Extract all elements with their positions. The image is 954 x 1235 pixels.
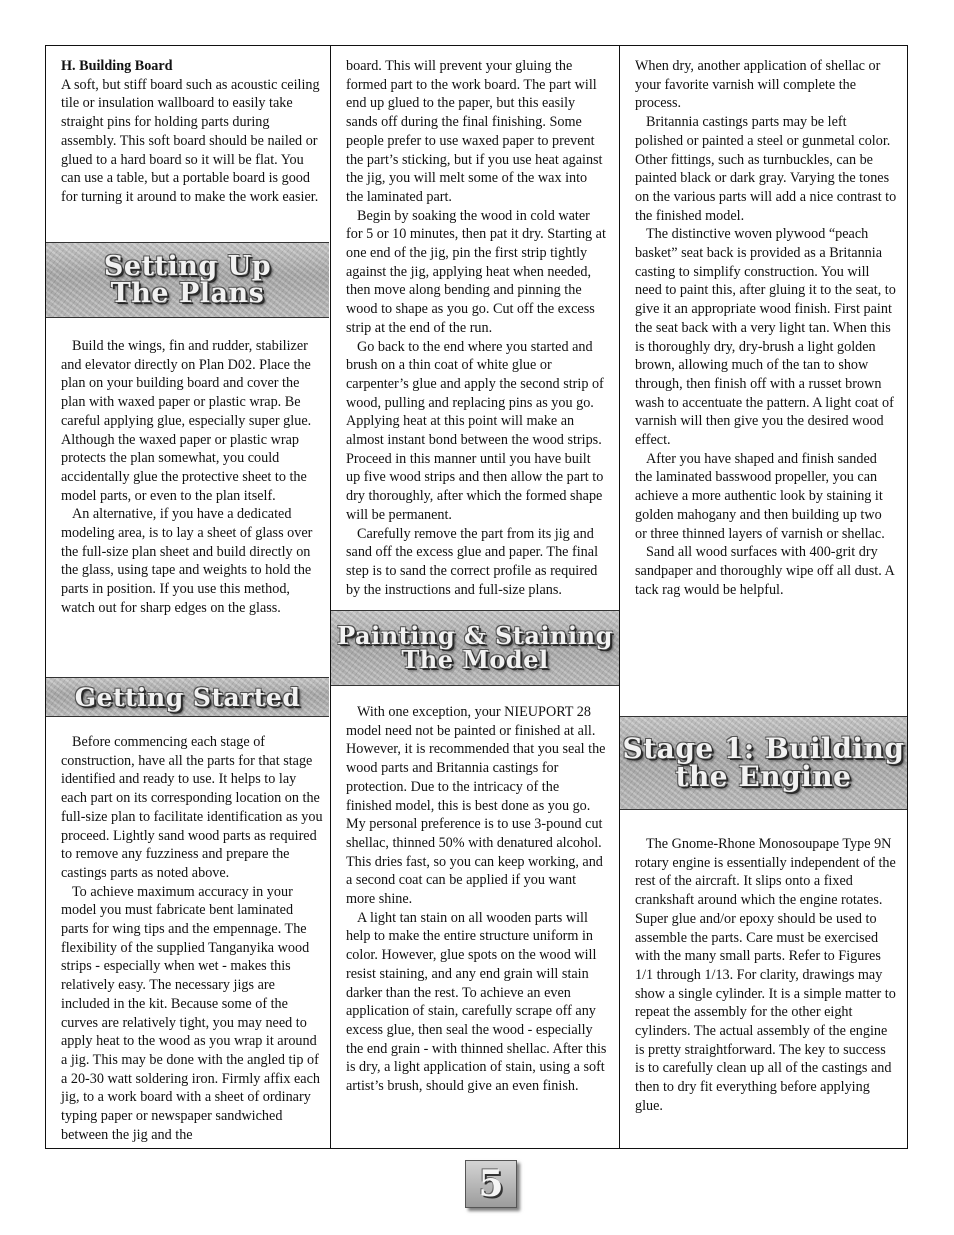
banner-title-line: Setting Up [103,251,272,282]
paragraph: A light tan stain on all wooden parts will help to make the entire structure uniform in color. However, glue spots on the wood will resist staining, and any end grain will stain darker than the rest. To achieve an even application of stain, carefully scrape off any excess glue, then seal the wood - especially the end grain - with thinned shellac. After this is dry, a light application of stain, using a soft artist’s brush, should give an even finish. [346,909,607,1095]
column-1-start-text [61,733,323,1144]
paragraph: An alternative, if you have a dedicated modeling area, is to lay a sheet of glass over the full-size plan sheet and build directly on the glass, using tape and weights to hold the parts in position. If you use this method, watch out for sharp edges on the glass. [61,506,313,616]
paragraph: The distinctive woven plywood “peach basket” seat back is provided as a Britannia casting to simplify construction. You will need to paint this, after gluing it to the seat, to give it an appropriate wood finish. First paint the seat back with a very light tan. When this is thoroughly dry, dry-brush a light golden brown, allowing much of the tan to show through, then finish off with a russet brown wash to accentuate the pattern. A light coat of varnish will then give you the desired wood effect. [635,226,896,449]
paragraph: Build the wings, fin and rudder, stabilizer and elevator directly on Plan D02. Place the plan on your building board and cover the plan with waxed paper or plastic wrap. Be careful applying glue, especially super glue. Although the waxed paper or plastic wrap protects the plan somewhat, you could accidentally glue the protective sheet to the model parts, or even to the plan itself. [61,338,312,504]
column-divider [619,45,620,1149]
section-heading-building-board: H. Building Board [61,58,173,74]
paragraph: Before commencing each stage of construction, have all the parts for that stage identified and ready to use. It helps to lay each part on its corresponding location on the full-size plan to facilitate identification as you proceed. Lightly sand wood parts as required to remove any fuzziness and prepare the castings parts as noted above. [61,734,323,881]
column-2 [346,57,607,599]
banner-painting-staining [331,610,619,686]
column-1 [61,57,323,207]
paragraph: With one exception, your NIEUPORT 28 model need not be painted or finished at all. However, it is recommended that you seal the wood parts and Britannia castings for protection. Due to the intricacy of the finished model, this is best done as you go. My personal preference is to use 3-pound cut shellac, thinned 50% with denatured alcohol. This dries fast, so you can keep working, and a second coat can be applied if you want more shine. [346,704,606,908]
column-3-engine-text [635,835,897,1116]
banner-title-line: Painting & Staining [337,621,613,650]
page-number: 5 [465,1160,517,1208]
column-1-plans-text [61,337,323,618]
paragraph: Go back to the end where you started and brush on a thin coat of white glue or carpenter’s glue and apply the second strip of wood, pulling and replacing pins as you go. Applying heat at this point will make an almost instant bond between the wood strips. Proceed in this manner until you have built up five wood strips and then allow the part to dry thoroughly, after which the formed shape will be permanent. [346,338,604,523]
paragraph: Begin by soaking the wood in cold water for 5 or 10 minutes, then pat it dry. Starting at one end of the jig, pin the first strip tightly against the jig, applying heat when needed, then move along bending and pinning the wood to shape as you go. Cut off the excess strip at the end of the run. [346,207,606,336]
paragraph: A soft, but stiff board such as acoustic ceiling tile or insulation wallboard to easily take straight pins for holding parts during assembly. This soft board should be nailed or glued to a hard board so it will be flat. You can use a table, but a portable board is good for turning it around to make the work easier. [61,76,320,205]
banner-title-line: Stage 1: Building [622,732,905,765]
column-3 [635,57,897,599]
paragraph: After you have shaped and finish sanded the laminated basswood propeller, you can achieve a more authentic look by staining it golden mahogany and then building up two or three thinned layers of varnish or shellac. [635,450,885,542]
banner-title-line: Getting Started [74,682,301,712]
banner-stage-1-building-the-engine [620,716,907,810]
banner-getting-started [46,677,329,717]
paragraph: When dry, another application of shellac or your favorite varnish will complete the process. [635,58,881,112]
paragraph: The Gnome-Rhone Monosoupape Type 9N rotary engine is essentially independent of the rest of the aircraft. It slips onto a fixed crankshaft around which the engine rotates. Super glue and/or epoxy should be used to assemble the parts. Care must be exercised with the many small parts. Refer to Figures 1/1 through 1/13. For clarity, drawings may show a single cylinder. It is a simple matter to repeat the assembly for the other eight cylinders. The actual assembly of the engine is pretty straightforward. The key to success is to carefully clean up all of the castings and then to dry fit everything before applying glue. [635,836,896,1114]
paragraph: Sand all wood surfaces with 400-grit dry sandpaper and thoroughly wipe off all dust. A tack rag would be helpful. [635,544,895,598]
banner-title-line: The Plans [110,278,265,309]
paragraph: To achieve maximum accuracy in your model you must fabricate bent laminated parts for wing tips and the empennage. The flexibility of the supplied Tanganyika wood strips - especially when wet - makes this relatively easy. The necessary jigs are included in the kit. Because some of the curves are relatively tight, you may need to apply heat to the wood as you wrap it around a jig. This may be done with the angled tip of a 20-30 watt soldering iron. Firmly affix each jig, to a work board with a sheet of ordinary typing paper or newspaper sandwiched between the jig and the [61,883,320,1143]
paragraph: Britannia castings parts may be left polished or painted a steel or gunmetal color. Other fittings, such as turnbuckles, can be painted black or dark gray. Varying the tones on the various parts will add a nice contrast to the finished model. [635,114,897,224]
banner-setting-up-the-plans [46,242,329,318]
column-2-painting-text [346,703,607,1096]
banner-title-line: The Model [401,645,549,674]
column-divider [330,45,331,1149]
paragraph: board. This will prevent your gluing the formed part to the work board. The part will end up glued to the paper, but this easily sands off during the final finishing. Some people prefer to use waxed paper to prevent the part’s sticking, but if you use heat against the jig, you will melt some of the wax into the laminated part. [346,58,603,205]
paragraph: Carefully remove the part from its jig and sand off the excess glue and paper. The final step is to sand the correct profile as required by the instructions and full-size plans. [346,525,599,598]
banner-title-line: the Engine [675,760,852,793]
